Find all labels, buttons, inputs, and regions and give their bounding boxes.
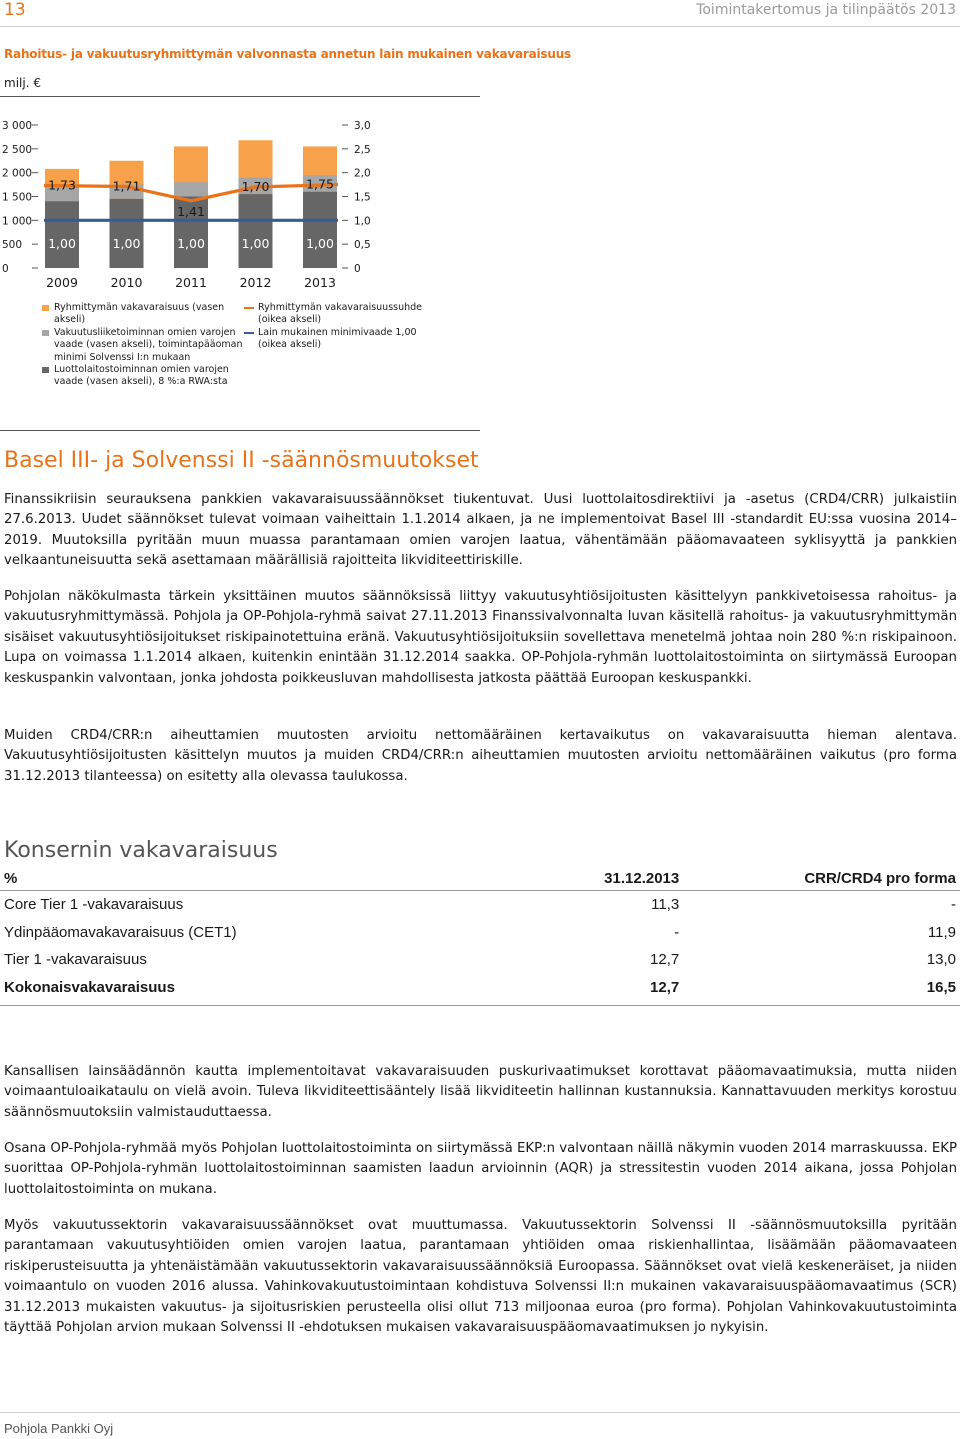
footer-company: Pohjola Pankki Oyj <box>4 1421 114 1436</box>
legend-label: Lain mukainen minimivaade 1,00 <box>258 326 417 338</box>
paragraph: Finanssikriisin seurauksena pankkien vakavaraisuussäännökset tiukentuvat. Uusi luottolaitosdirektiivi ja -asetus (CRD4/CRR) julkaistiin 27.6.2013. Uudet säännökset tulevat voimaan vaiheittain 1.1.2014 alkaen, ja ne implementoivat Basel III -standardit EU:ssa vuosina 2014–2019. Muutoksilla pyritään muun muassa parantamaan omien varojen laatua, vähentämään pääomavaateen syklisyyttä ja pankkien velkaantuneisuutta sekä asettamaan määrällisiä rajoitteita likviditeettiriskille. <box>4 492 957 569</box>
legend-swatch-dark-grey <box>42 367 49 373</box>
table-header-cell: 31.12.2013 <box>587 866 683 891</box>
x-category-label: 2011 <box>175 275 207 290</box>
data-label-ratio: 1,73 <box>48 177 76 193</box>
legend-label: Ryhmittymän vakavaraisuussuhde <box>258 302 423 313</box>
legend-label: Vakuutusliiketoiminnan omien varojen <box>54 326 236 338</box>
y-tick-label-left: 2 000 <box>2 167 33 180</box>
page-number: 13 <box>4 0 26 20</box>
data-label-minimum: 1,00 <box>48 236 76 252</box>
y-tick-label-left: 2 500 <box>2 143 33 156</box>
legend-label: vaade (vasen akseli), toimintapääoman <box>54 339 243 351</box>
data-label-minimum: 1,00 <box>306 236 334 252</box>
y-tick-label-right: 0 <box>354 263 361 275</box>
legend-item-insurance-requirement <box>40 327 245 364</box>
chart-legend-left <box>40 302 245 389</box>
table-header-cell: % <box>0 866 587 891</box>
chart-bottom-rule <box>0 430 480 431</box>
paragraph: Osana OP-Pohjola-ryhmää myös Pohjolan luottolaitostoiminta on siirtymässä EKP:n valvontaan näillä näkymin vuoden 2014 marraskuussa. EKP suorittaa OP-Pohjola-ryhmän luottolaitostoiminnan saamisten laadun arvioinnin (AQR) ja stressitestin vuoden 2014 aikana, jossa Pohjolan luottolaitostoiminta on mukana. <box>4 1141 957 1197</box>
legend-label: Luottolaitostoiminnan omien varojen <box>54 364 229 376</box>
data-label-minimum: 1,00 <box>177 236 205 252</box>
legend-swatch-orange <box>42 305 49 311</box>
running-header: Toimintakertomus ja tilinpäätös 2013 <box>696 2 956 18</box>
legend-label: (oikea akseli) <box>258 314 322 326</box>
data-label-minimum: 1,00 <box>112 236 141 252</box>
y-tick-label-right: 3,0 <box>354 120 371 132</box>
legend-label: Ryhmittymän vakavaraisuus (vasen akseli) <box>54 302 225 326</box>
table-row <box>0 919 960 947</box>
x-category-label: 2013 <box>304 275 336 290</box>
table-cell: 16,5 <box>926 979 956 997</box>
table-cell-label: Kokonaisvakavaraisuus <box>4 979 175 997</box>
table-header-cell: CRR/CRD4 pro forma <box>683 866 960 891</box>
legend-swatch-light-grey <box>42 330 49 336</box>
bar-bank-requirement <box>45 201 79 268</box>
table-cell: 12,7 <box>650 951 680 969</box>
table-cell: 13,0 <box>926 951 956 969</box>
solvency-chart <box>0 110 480 300</box>
legend-item-group-solvency <box>40 302 245 327</box>
data-label-ratio: 1,71 <box>112 178 141 194</box>
table-header-row <box>0 866 960 891</box>
paragraph: Kansallisen lainsäädännön kautta implementoitavat vakavaraisuuden puskurivaatimukset korottavat pääomavaatimuksia, mutta niiden voimaantuloaikataulu on vielä avoin. Tuleva likviditeettisääntely lisää likviditeetin hallinnan kustannuksia. Kannattavuuden merkitys korostuu säännösmuutoksiin valmistauduttaessa. <box>4 1064 957 1120</box>
table-cell-label: Ydinpääomavakavaraisuus (CET1) <box>4 923 237 941</box>
table-cell: - <box>951 896 956 914</box>
legend-item-solvency-ratio <box>244 302 444 327</box>
y-tick-label-left: 0 <box>2 263 9 275</box>
paragraph: Muiden CRD4/CRR:n aiheuttamien muutosten arvioitu nettomääräinen kertavaikutus on vakavaraisuutta hieman alentava. Vakuutusyhtiösijoitusten käsittelyn muutos ja muiden CRD4/CRR:n aiheuttamien muutosten arvioitu nettomääräinen vaikutus (pro forma 31.12.2013 tilanteessa) on esitetty alla olevassa taulukossa. <box>4 728 957 784</box>
x-category-label: 2010 <box>110 275 143 290</box>
table-cell: 11,9 <box>927 923 956 941</box>
legend-line-orange <box>244 307 254 309</box>
table-cell: 12,7 <box>650 979 680 997</box>
bar-bank-requirement <box>110 199 144 268</box>
y-tick-label-right: 2,5 <box>354 143 371 156</box>
data-label-ratio: 1,41 <box>177 203 205 219</box>
y-tick-label-left: 1 000 <box>2 215 33 228</box>
table-row-total <box>0 974 960 1002</box>
y-tick-label-left: 1 500 <box>2 191 33 204</box>
chart-unit: milj. € <box>4 76 41 90</box>
table-bottom-rule <box>0 1005 960 1006</box>
legend-line-blue <box>244 332 254 334</box>
section-heading-konserni: Konsernin vakavaraisuus <box>4 838 278 863</box>
legend-item-minimum-requirement <box>244 327 444 352</box>
bar-insurance-requirement <box>174 182 208 196</box>
y-tick-label-right: 2,0 <box>354 167 371 180</box>
table-cell-label: Tier 1 -vakavaraisuus <box>4 951 147 969</box>
y-tick-label-right: 1,5 <box>354 191 371 204</box>
paragraph: Pohjolan näkökulmasta tärkein yksittäinen muutos säännöksissä liittyy vakuutusyhtiösijoitusten käsittelyyn pankkivetoisessa rahoitus- ja vakuutusryhmittymässä. Pohjola ja OP-Pohjola-ryhmä saivat 27.11.2013 Finanssivalvonnalta luvan käsitellä rahoitus- ja vakuutusryhmittymän sisäiset vakuutusyhtiösijoitukset riskipainotettuina eränä. Vakuutusyhtiösijoituksiin sovellettava menetelmä johtaa noin 280 %:n riskipainoon. Lupa on voimassa 1.1.2014 alkaen, kuitenkin enintään 31.12.2014 saakka. OP-Pohjola-ryhmän luottolaitostoiminta on siirtymässä Euroopan keskuspankin valvontaan, jonka johdosta poikkeusluvan mahdollisesta jatkosta päättää Euroopan keskuspankki. <box>4 589 957 686</box>
legend-label: (oikea akseli) <box>258 339 322 351</box>
data-label-minimum: 1,00 <box>241 236 270 252</box>
data-label-ratio: 1,75 <box>306 176 334 192</box>
paragraph: Myös vakuutussektorin vakavaraisuussäännökset ovat muuttumassa. Vakuutussektorin Solvenssi II -säännösmuutoksilla pyritään parantamaan vakuutusyhtiöiden omien varojen laatua, parantamaan yhtiöiden omaa riskienhallintaa, lisäämään pääomavaateen riskiperusteisuutta ja yhtenäistämään vakuutussektorin vakavaraisuussäännöksiä Euroopassa. Säännökset ovat vielä keskeneräiset, ja niiden voimaantulo on vuoden 2016 alussa. Vahinkovakuutustoimintaan kohdistuva Solvenssi II:n mukainen vakavaraisuuspääomavaatimus (SCR) 31.12.2013 mukaisten vakuutus- ja sijoitusriskien perusteella olisi ollut 713 miljoonaa euroa (pro forma). Pohjolan Vahinkovakuutustoiminta täyttää Pohjolan arvion mukaan Solvenssi II -ehdotuksen mukaisen vakavaraisuuspääomavaatimuksen jo nykyisin. <box>4 1218 957 1336</box>
y-tick-label-right: 1,0 <box>354 215 371 228</box>
y-tick-label-left: 3 000 <box>2 120 33 132</box>
footer-rule <box>0 1412 960 1413</box>
table-cell-label: Core Tier 1 -vakavaraisuus <box>4 896 184 914</box>
legend-label: vaade (vasen akseli), 8 %:a RWA:sta <box>54 376 228 388</box>
chart-rule <box>0 96 480 97</box>
header-rule <box>0 26 960 27</box>
bar-bank-requirement <box>303 192 337 268</box>
table-cell: - <box>674 923 680 941</box>
y-tick-label-left: 500 <box>2 239 23 252</box>
bar-bank-requirement <box>239 194 273 268</box>
y-tick-label-right: 0,5 <box>354 239 371 252</box>
x-category-label: 2012 <box>239 275 272 290</box>
data-label-ratio: 1,70 <box>241 178 270 194</box>
chart-title: Rahoitus- ja vakuutusryhmittymän valvonnasta annetun lain mukainen vakavaraisuus <box>4 47 571 61</box>
legend-label: minimi Solvenssi I:n mukaan <box>54 351 191 363</box>
section-heading-basel: Basel III- ja Solvenssi II -säännösmuutokset <box>4 448 479 473</box>
table-cell: 11,3 <box>651 896 680 914</box>
table-row <box>0 946 960 974</box>
x-category-label: 2009 <box>46 275 78 290</box>
chart-legend-right <box>244 302 444 352</box>
legend-item-bank-requirement <box>40 364 245 389</box>
capital-adequacy-table <box>0 866 960 1001</box>
table-row <box>0 891 960 919</box>
